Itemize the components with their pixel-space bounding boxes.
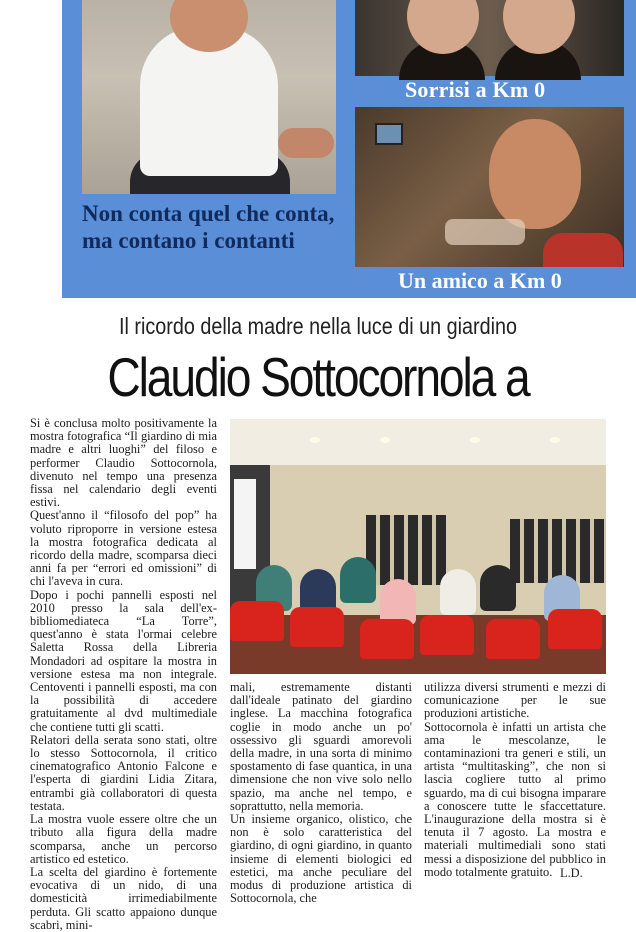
photo-event-photo-panels <box>510 519 606 583</box>
article-column-3 <box>424 681 606 879</box>
photo-exhibition-audience <box>230 419 606 674</box>
photo-event-projection-screen <box>234 479 256 569</box>
photo-event-red-chair <box>290 607 344 647</box>
photo-event-ceiling-light <box>380 437 390 443</box>
photo-event-red-chair <box>486 619 540 659</box>
photo-event-photo-panels <box>366 515 446 585</box>
photo-event-ceiling-light <box>470 437 480 443</box>
caption-smiles: Sorrisi a Km 0 <box>405 77 546 102</box>
caption-friend: Un amico a Km 0 <box>398 268 562 293</box>
article-paragraph: utilizza diversi strumenti e mezzi di comunicazione per le sue produzioni artistiche. <box>424 680 606 721</box>
photo-friend-face <box>489 119 581 229</box>
article-paragraph: Sottocornola è infatti un artista che ama le mescolanze, le contaminazioni tra generi e stili, un artista “multitasking”, che non si lascia cogliere tutto al primo sguardo, ma di cui bisogna imparare a conoscere tutte le sfaccettature. L'inaugurazione della mostra si è tenuta il 7 agosto. La mostra e materiali multimediali sono stati messi a disposizione del pubblico in modo totalmente gratuito. <box>424 719 606 879</box>
caption-money: Non conta quel che conta, ma contano i contanti <box>82 201 335 253</box>
photo-friend-glass <box>445 219 525 245</box>
article-paragraph: mali, estremamente distanti dall'ideale patinato del giardino inglese. La macchina fotografica coglie in modo anche un po' ossessivo gli sguardi amorevoli della madre, in una sorta di minimo spostamento di fase quantica, in una dimensione che non vive solo nello spazio, ma anche nel tempo, e soprattutto, nella memoria. <box>230 680 412 813</box>
photo-event-person <box>340 557 376 603</box>
article-paragraph: Si è conclusa molto positivamente la mostra fotografica “Il giardino di mia madre e altri luoghi” del filoso e performer Claudio Sottocornola, divenuto nel tempo una presenza fissa nel calendario degli eventi estivi. <box>30 416 217 510</box>
photo-smiling-women <box>355 0 624 76</box>
photo-friend-shirt <box>543 233 623 267</box>
article-paragraph: La mostra vuole essere oltre che un tributo alla figura della madre scomparsa, anche un percorso artistico ed estetico. <box>30 812 217 866</box>
photo-man-arm <box>278 128 334 158</box>
photo-event-person <box>440 569 476 615</box>
photo-event-ceiling <box>230 419 606 465</box>
photo-event-red-chair <box>548 609 602 649</box>
photo-event-ceiling-light <box>310 437 320 443</box>
photo-man-white-shirt <box>82 0 336 194</box>
article-kicker: Il ricordo della madre nella luce di un giardino <box>118 313 518 339</box>
photo-friend-tv <box>375 123 403 145</box>
photo-smiling-friend <box>355 107 624 267</box>
article-paragraph: Relatori della serata sono stati, oltre lo stesso Sottocornola, il critico cinematografico Antonio Falcone e l'esperta di giardini Lidia Zitara, entrambi già collaboratori di questa testata. <box>30 732 217 813</box>
article-paragraph: Quest'anno il “filosofo del pop” ha voluto riproporre in versione estesa la mostra fotografica dedicata al ricordo della madre, scomparsa dieci anni fa per “errori ed omissioni” di chi l'aveva in cura. <box>30 508 217 589</box>
photo-event-ceiling-light <box>550 437 560 443</box>
article-paragraph: Dopo i pochi pannelli esposti nel 2010 presso la sala dell'ex-bibliomediateca “La Torre”, quest'anno è stata l'ormai celebre Saletta Rossa della Libreria Mondadori ad ospitare la mostra in versione estesa ma non integrale. Centoventi i pannelli esposti, ma con la possibilità di accedere gratuitamente al dvd multimediale che contiene tutti gli scatti. <box>30 587 217 734</box>
article-signature: L.D. <box>560 866 583 880</box>
article-paragraph: La scelta del giardino è fortemente evocativa di un nido, di una domesticità irrimediabilmente perduta. Gli scatto appaiono dunque scabri, mini- <box>30 864 217 932</box>
photo-event-red-chair <box>360 619 414 659</box>
article-paragraph: Un insieme organico, olistico, che non è solo caratteristica del giardino, di ogni giardino, in quanto insieme di elementi biologici ed estetici, ma anche peculiare del modus di produzione artistica di Sottocornola, che <box>230 812 412 906</box>
article-headline: Claudio Sottocornola a <box>107 346 529 408</box>
article-column-1 <box>30 417 217 932</box>
article-column-2 <box>230 681 412 905</box>
photo-event-person <box>480 565 516 611</box>
photo-event-red-chair <box>230 601 284 641</box>
photo-event-red-chair <box>420 615 474 655</box>
